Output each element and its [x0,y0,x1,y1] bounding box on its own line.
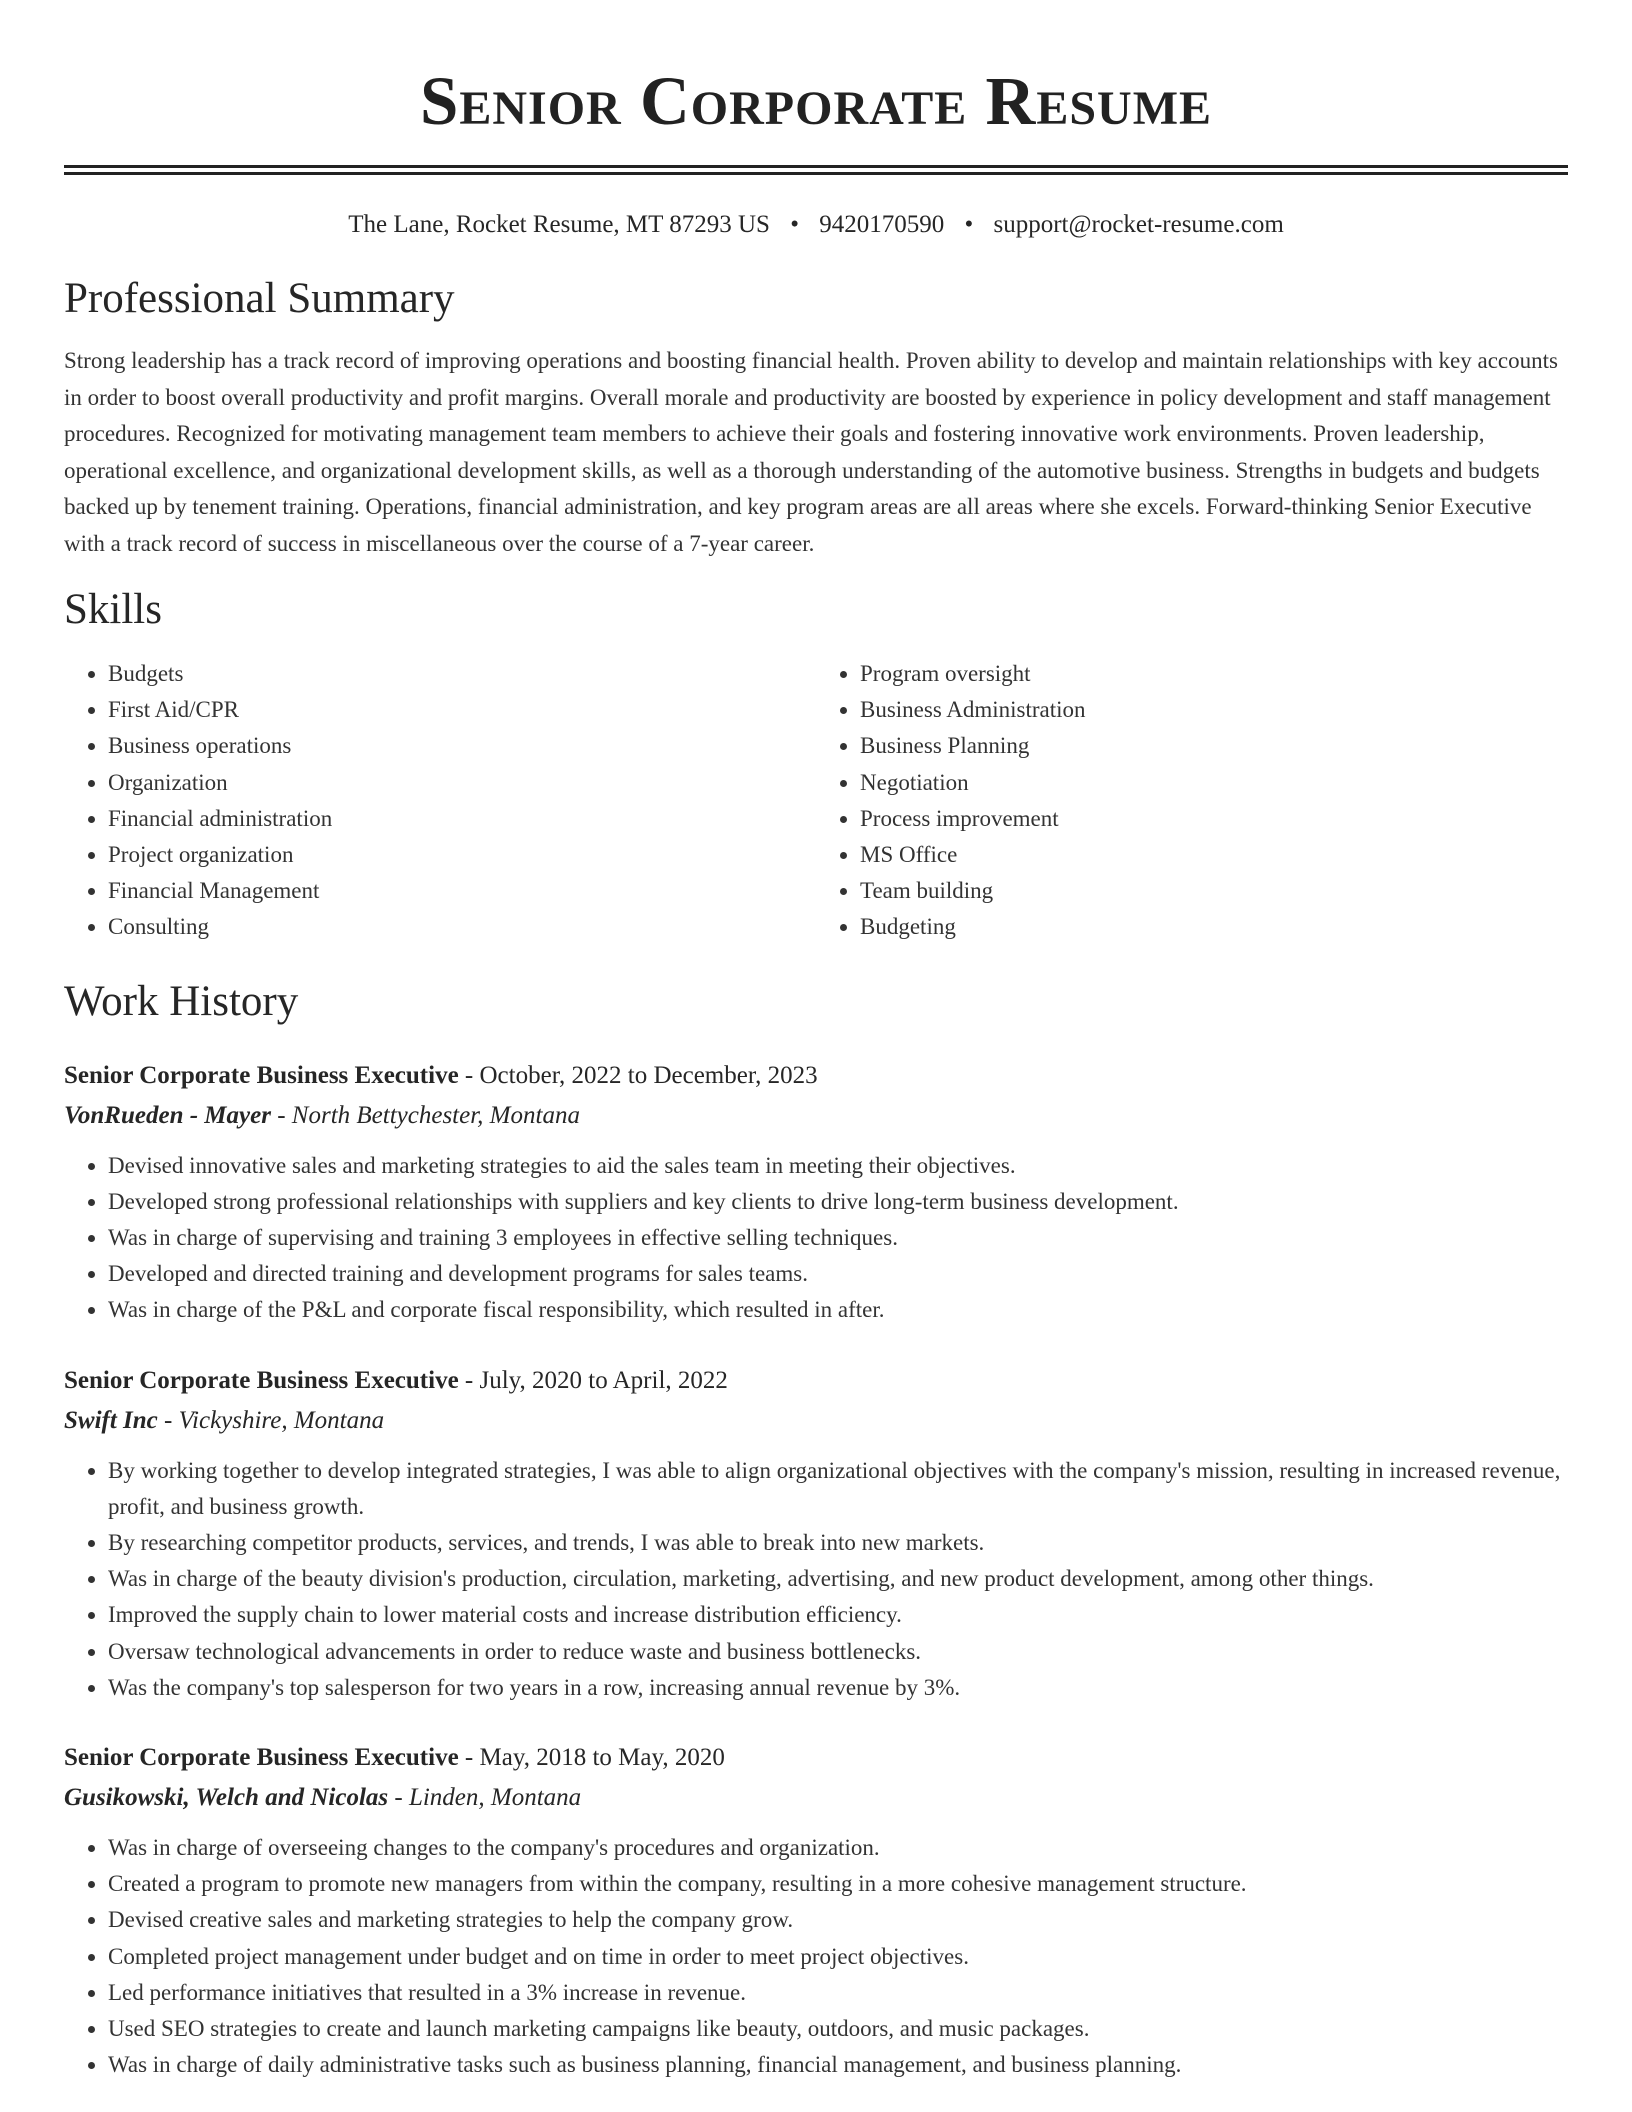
job-bullet: • Improved the supply chain to lower material costs and increase distribution efficiency. [108,1597,1568,1633]
job-company-line: Swift Inc - Vickyshire, Montana [64,1406,385,1434]
skills-column-right [816,656,1568,946]
job-company: Swift Inc [64,1406,158,1434]
job-bullet: • Was in charge of supervising and training 3 employees in effective selling techniques. [108,1220,1568,1256]
contact-separator: • [790,211,799,238]
job-bullet: • Developed strong professional relationships with suppliers and key clients to drive long-term business development. [108,1184,1568,1220]
job-bullet: • By working together to develop integrated strategies, I was able to align organizational objectives with the company's mission, resulting in increased revenue, profit, and business growth. [108,1453,1568,1525]
skill-item: • Business Administration [860,692,1568,728]
summary-text: Strong leadership has a track record of improving operations and boosting financial health. Proven ability to develop and maintain relationships with key accounts in order to boost overall productivity and profit margins. Overall morale and productivity are boosted by experience in policy development and staff management procedures. Recognized for motivating management team members to achieve their goals and fostering innovative work environments. Proven leadership, operational excellence, and organizational development skills, as well as a thorough understanding of the automotive business. Strengths in budgets and budgets backed up by tenement training. Operations, financial administration, and key program areas are all areas where she excels. Forward-thinking Senior Executive with a track record of success in miscellaneous over the course of a 7-year career. [64,348,1558,556]
job-dates: May, 2018 to May, 2020 [479,1744,725,1772]
job-role: Senior Corporate Business Executive [64,1061,459,1089]
skill-item: • Financial Management [108,873,816,909]
job-bullet: • Oversaw technological advancements in order to reduce waste and business bottlenecks. [108,1634,1568,1670]
job-title-line: Senior Corporate Business Executive - July, 2020 to April, 2022 [64,1366,728,1394]
contact-line [64,209,1568,241]
skill-item: • Budgets [108,656,816,692]
job-bullet: • Led performance initiatives that resulted in a 3% increase in revenue. [108,1975,1568,2011]
job-bullet: • Developed and directed training and development programs for sales teams. [108,1256,1568,1292]
contact-separator: • [964,211,974,238]
job-dates: October, 2022 to December, 2023 [479,1061,818,1089]
summary-heading: Professional Summary [64,275,455,322]
job-location: Linden, Montana [408,1784,582,1812]
job-bullet: • Used SEO strategies to create and launch marketing campaigns like beauty, outdoors, and music packages. [108,2011,1568,2047]
job-location: North Bettychester, Montana [291,1101,580,1129]
skill-item: • Business Planning [860,728,1568,764]
job-company-line: VonRueden - Mayer - North Bettychester, Montana [64,1101,580,1129]
job-title-line: Senior Corporate Business Executive - October, 2022 to December, 2023 [64,1061,818,1089]
contact-phone: 9420170590 [819,211,945,238]
skill-item: • Financial administration [108,801,816,837]
job-bullet: • By researching competitor products, services, and trends, I was able to break into new markets. [108,1525,1568,1561]
contact-email: support@rocket-resume.com [993,211,1284,238]
job-role: Senior Corporate Business Executive [64,1744,459,1772]
job-bullet: • Completed project management under budget and on time in order to meet project objectives. [108,1939,1568,1975]
skill-item: • Project organization [108,837,816,873]
skill-item: • First Aid/CPR [108,692,816,728]
skills-list [64,656,1568,946]
job-entry [64,1740,1568,2083]
job-bullet: • Devised innovative sales and marketing strategies to aid the sales team in meeting their objectives. [108,1148,1568,1184]
skill-item: • Budgeting [860,909,1568,945]
skill-item: • Business operations [108,728,816,764]
job-bullet: • Was the company's top salesperson for two years in a row, increasing annual revenue by 3%. [108,1670,1568,1706]
job-entry [64,1058,1568,1329]
job-entry [64,1363,1568,1706]
job-location: Vickyshire, Montana [178,1406,385,1434]
job-bullet: • Was in charge of daily administrative tasks such as business planning, financial management, and business planning. [108,2047,1568,2083]
job-dates: July, 2020 to April, 2022 [479,1366,728,1394]
skill-item: • Consulting [108,909,816,945]
job-company: Gusikowski, Welch and Nicolas [64,1784,389,1812]
job-company: VonRueden - Mayer [64,1101,271,1129]
contact-address: The Lane, Rocket Resume, MT 87293 US [348,211,770,238]
job-bullet: • Was in charge of overseeing changes to the company's procedures and organization. [108,1830,1568,1866]
skill-item: • Program oversight [860,656,1568,692]
skill-item: • MS Office [860,837,1568,873]
job-role: Senior Corporate Business Executive [64,1366,459,1394]
skill-item: • Negotiation [860,765,1568,801]
work-history-heading: Work History [64,977,299,1025]
job-bullet: • Was in charge of the P&L and corporate fiscal responsibility, which resulted in after. [108,1292,1568,1328]
skills-column-left [64,656,816,946]
job-title-line: Senior Corporate Business Executive - May, 2018 to May, 2020 [64,1744,725,1772]
job-bullets [64,1830,1568,2083]
resume-title: Senior Corporate Resume [419,63,1213,139]
title-divider [64,165,1568,175]
job-bullet: • Created a program to promote new managers from within the company, resulting in a more cohesive management structure. [108,1866,1568,1902]
job-bullet: • Devised creative sales and marketing strategies to help the company grow. [108,1902,1568,1938]
job-company-line: Gusikowski, Welch and Nicolas - Linden, Montana [64,1784,582,1812]
skills-heading: Skills [64,586,162,633]
skill-item: • Team building [860,873,1568,909]
skill-item: • Process improvement [860,801,1568,837]
skill-item: • Organization [108,765,816,801]
job-bullet: • Was in charge of the beauty division's production, circulation, marketing, advertising, and new product development, among other things. [108,1561,1568,1597]
job-bullets [64,1148,1568,1329]
job-bullets [64,1453,1568,1706]
